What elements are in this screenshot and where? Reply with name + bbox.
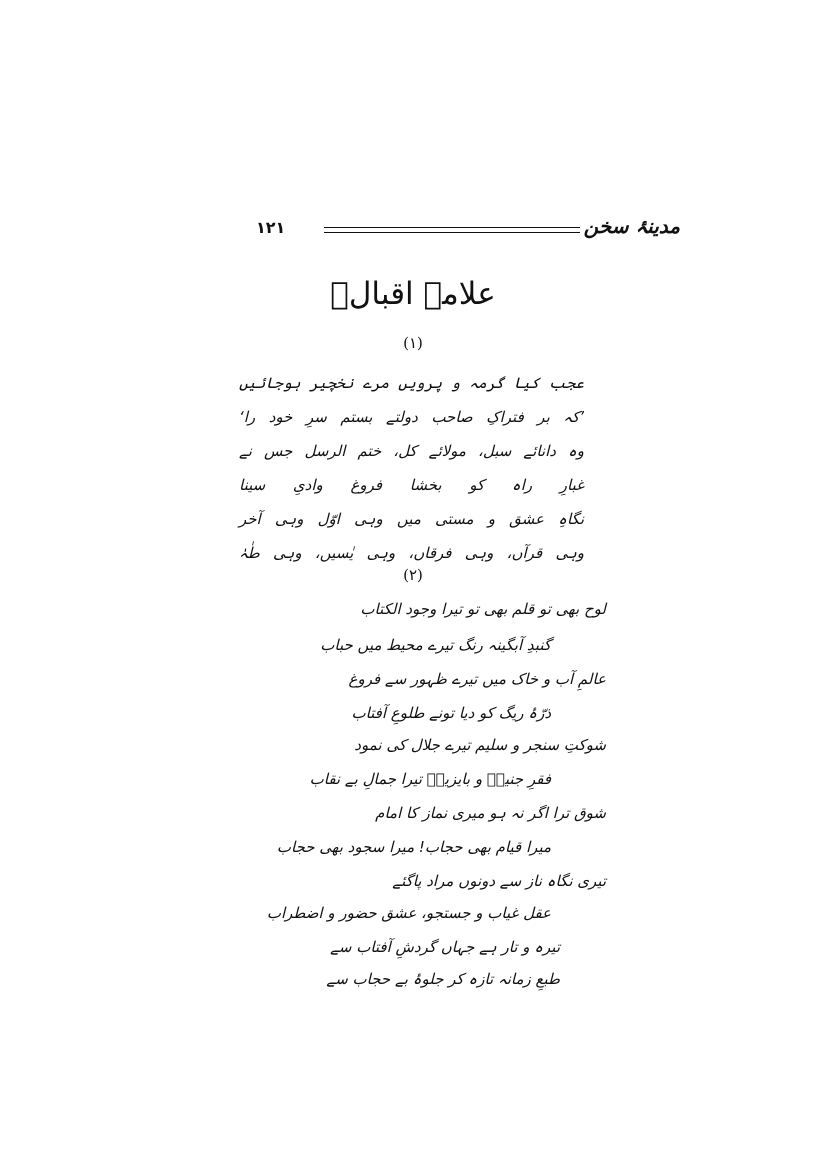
section-marker-2: (۲) bbox=[403, 566, 423, 584]
verse-line: تیرہ و تار ہے جہاں گردشِ آفتاب سے bbox=[330, 938, 560, 956]
verse-line: عالمِ آب و خاک میں تیرے ظہور سے فروغ bbox=[348, 670, 606, 688]
verse-line: شوکتِ سنجر و سلیم تیرے جلال کی نمود bbox=[354, 736, 606, 754]
verse-line: فقرِ جنیدؒ و بایزیدؒ تیرا جمالِ بے نقاب bbox=[309, 770, 551, 788]
verse-line: ’کہ بر فتراکِ صاحب دولتے بستم سرِ خود را‘ bbox=[239, 408, 584, 426]
verse-line: گنبدِ آبگینہ رنگ تیرے محیط میں حباب bbox=[320, 636, 551, 654]
verse-line: شوق ترا اگر نہ ہو میری نماز کا امام bbox=[375, 804, 606, 822]
page-number: ۱۲۱ bbox=[256, 218, 286, 237]
verse-line: عقل غیاب و جستجو، عشق حضور و اضطراب bbox=[266, 904, 551, 922]
verse-line: نگاہِ عشق و مستی میں وہی اوّل وہی آخر bbox=[239, 510, 584, 528]
verse-line: طبعِ زمانہ تازہ کر جلوۂ بے حجاب سے bbox=[326, 970, 560, 988]
book-title: مدینۂ سخن bbox=[583, 214, 680, 238]
verse-line: عجب کیا گرمہ و پرویں مرے نخچیر ہوجائیں bbox=[239, 374, 584, 392]
verse-line: غبارِ راہ کو بخشا فروغ وادیِ سینا bbox=[239, 476, 584, 494]
verse-line: وہ دانائے سبل، مولائے کل، ختم الرسل جس نے bbox=[239, 442, 584, 460]
section-marker-1: (۱) bbox=[403, 334, 423, 352]
verse-line: میرا قیام بھی حجاب! میرا سجود بھی حجاب bbox=[276, 838, 551, 856]
poet-title: علامہ اقبالؔ bbox=[330, 276, 496, 312]
verse-line: ذرّۂ ریگ کو دیا تونے طلوعِ آفتاب bbox=[351, 704, 551, 722]
verse-line: وہی قرآں، وہی فرقاں، وہی یٰسیں، وہی طٰہٰ bbox=[239, 544, 584, 562]
verse-line: لوح بھی تو قلم بھی تو تیرا وجود الکتاب bbox=[360, 600, 606, 618]
verse-line: تیری نگاہ ناز سے دونوں مراد پاگئے bbox=[392, 872, 606, 890]
